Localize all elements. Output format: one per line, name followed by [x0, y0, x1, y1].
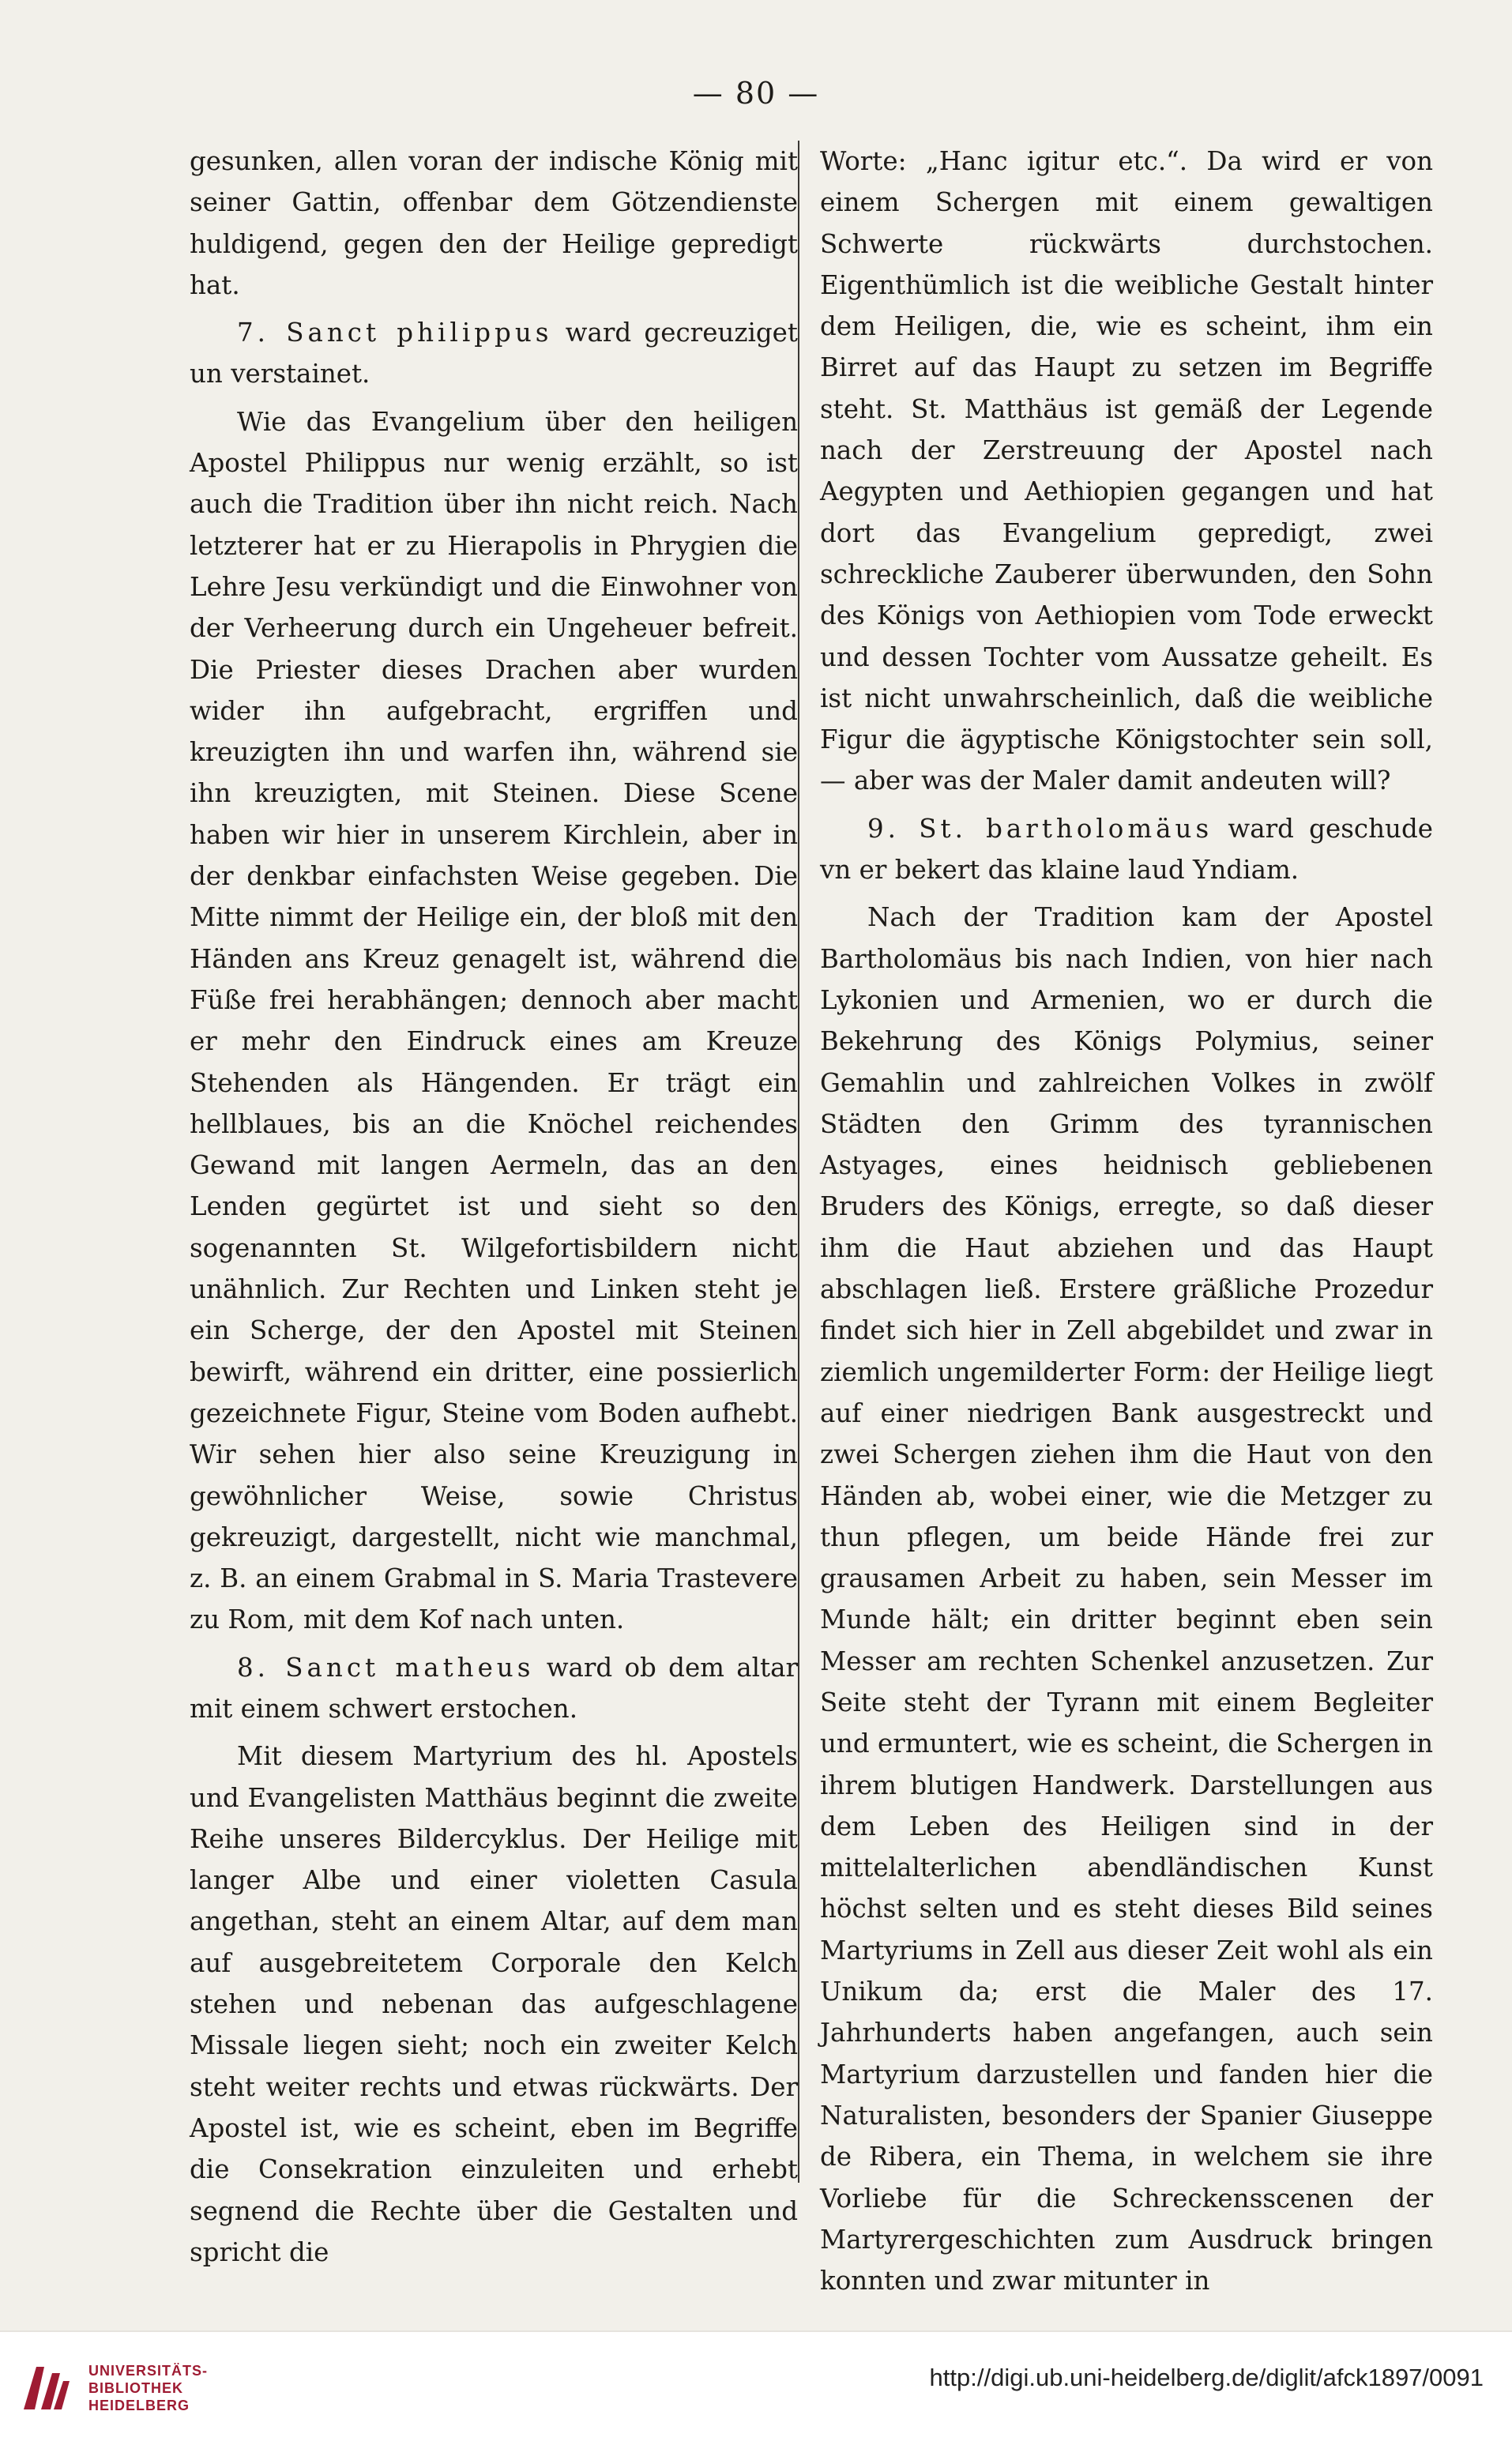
paragraph [820, 897, 1433, 2301]
library-name-line: HEIDELBERG [88, 2398, 190, 2413]
paragraph-text: Nach der Tradition kam der Apostel Bartholomäus bis nach Indien, von hier nach Lykonien und Armenien, wo er durch die Bekehrung des Königs Polymius, seiner Gemahlin und zahlreichen Volkes in zwölf Städten den Grimm des tyrannischen Astyages, eines heidnisch gebliebenen Bruders des Königs, erregte, so daß dieser ihm die Haut abziehen und das Haupt abschlagen ließ. Erstere gräßliche Prozedur findet sich hier in Zell abgebildet und zwar in ziemlich ungemilderter Form: der Heilige liegt auf einer niedrigen Bank ausgestreckt und zwei Schergen ziehen ihm die Haut von den Händen ab, wobei einer, wie die Metzger zu thun pflegen, um beide Hände frei zur grausamen Arbeit zu haben, sein Messer im Munde hält; ein dritter beginnt eben sein Messer am rechten Schenkel anzusetzen. Zur Seite steht der Tyrann mit einem Begleiter und ermuntert, wie es scheint, die Schergen in ihrem blutigen Handwerk. Darstellungen aus dem Leben des Heiligen sind in der mittelalterlichen abendländischen Kunst höchst selten und es steht dieses Bild seines Martyriums in Zell aus dieser Zeit wohl als ein Unikum da; erst die Maler des 17. Jahrhunderts haben angefangen, auch sein Martyrium darzustellen und fanden hier die Naturalisten, besonders der Spanier Giuseppe de Ribera, ein Thema, in welchem sie ihre Vorliebe für die Schreckensscenen der Martyrergeschichten zum Ausdruck bringen konnten und zwar mitunter in [820, 902, 1433, 2296]
section-heading: 8. Sanct matheus [237, 1652, 535, 1683]
paragraph-text: ward ob dem altar mit einem schwert erstochen. [190, 1652, 798, 1724]
paragraph-text: Wie das Evangelium über den heiligen Apostel Philippus nur wenig erzählt, so ist auch die Tradition über ihn nicht reich. Nach letzterer hat er zu Hierapolis in Phrygien die Lehre Jesu verkündigt und die Einwohner von der Verheerung durch ein Ungeheuer befreit. Die Priester dieses Drachen aber wurden wider ihn aufgebracht, ergriffen und kreuzigten ihn und warfen ihn, während sie ihn kreuzigten, mit Steinen. Diese Scene haben wir hier in unserem Kirchlein, aber in der denkbar einfachsten Weise gegeben. Die Mitte nimmt der Heilige ein, der bloß mit den Händen ans Kreuz genagelt ist, während die Füße frei herabhängen; dennoch aber macht er mehr den Eindruck eines am Kreuze Stehenden als Hängenden. Er trägt ein hellblaues, bis an die Knöchel reichendes Gewand mit langen Aermeln, das an den Lenden gegürtet ist und sieht so den sogenannten St. Wilgefortisbildern nicht unähnlich. Zur Rechten und Linken steht je ein Scherge, der den Apostel mit Steinen bewirft, während ein dritter, eine possierlich gezeichnete Figur, Steine vom Boden aufhebt. Wir sehen hier also seine Kreuzigung in gewöhnlicher Weise, sowie Christus gekreuzigt, dargestellt, nicht wie manchmal, z. B. an einem Grabmal in S. Maria Trastevere zu Rom, mit dem Kof nach unten. [190, 406, 798, 1635]
page-number: — 80 — [692, 76, 820, 111]
paragraph [820, 808, 1433, 891]
paragraph [190, 312, 798, 395]
paragraph-text: ward gecreuziget un verstainet. [190, 318, 798, 389]
right-text-column [820, 141, 1433, 2308]
source-url-link[interactable]: http://digi.ub.uni-heidelberg.de/diglit/afck1897/0091 [929, 2364, 1484, 2391]
paragraph-text: Worte: „Hanc igitur etc.“. Da wird er von einem Schergen mit einem gewaltigen Schwerte rückwärts durchstochen. Eigenthümlich ist die weibliche Gestalt hinter dem Heiligen, die, wie es scheint, ihm ein Birret auf das Haupt zu setzen im Begriffe steht. St. Matthäus ist gemäß der Legende nach der Zerstreuung der Apostel nach Aegypten und Aethiopien gegangen und hat dort das Evangelium gepredigt, zwei schreckliche Zauberer überwunden, den Sohn des Königs von Aethiopien vom Tode erweckt und dessen Tochter vom Aussatze geheilt. Es ist nicht unwahrscheinlich, daß die weibliche Figur die ägyptische Königstochter sein soll, — aber was der Maler damit andeuten will? [820, 146, 1433, 796]
paragraph-text: ward geschude vn er bekert das klaine laud Yndiam. [820, 813, 1433, 886]
paragraph [190, 401, 798, 1641]
viewer-footer [0, 2330, 1512, 2445]
paragraph [190, 141, 798, 306]
paragraph [820, 141, 1433, 802]
library-name-line: UNIVERSITÄTS- [88, 2363, 209, 2379]
column-divider [798, 141, 799, 2183]
left-text-column [190, 141, 798, 2279]
paragraph-text: Mit diesem Martyrium des hl. Apostels und Evangelisten Matthäus beginnt die zweite Reihe unseres Bildercyklus. Der Heilige mit langer Albe und einer violetten Casula angethan, steht an einem Altar, auf dem man auf ausgebreitetem Corporale den Kelch stehen und nebenan das aufgeschlagene Missale liegen sieht; noch ein zweiter Kelch steht weiter rechts und etwas rückwärts. Der Apostel ist, wie es scheint, eben im Begriffe die Consekration einzuleiten und erhebt segnend die Rechte über die Gestalten und spricht die [190, 1741, 798, 2267]
paragraph [190, 1647, 798, 1730]
library-name-line: BIBLIOTHEK [88, 2380, 183, 2396]
section-heading: 7. Sanct philippus [237, 318, 553, 348]
library-logo[interactable] [17, 2360, 208, 2416]
section-heading: 9. St. bartholomäus [867, 813, 1213, 844]
library-name [88, 2362, 208, 2414]
paragraph-text: gesunken, allen voran der indische König mit seiner Gattin, offenbar dem Götzendienste huldigend, gegen den der Heilige gepredigt hat. [190, 146, 798, 300]
paragraph [190, 1736, 798, 2273]
university-library-seal-icon [17, 2360, 73, 2416]
